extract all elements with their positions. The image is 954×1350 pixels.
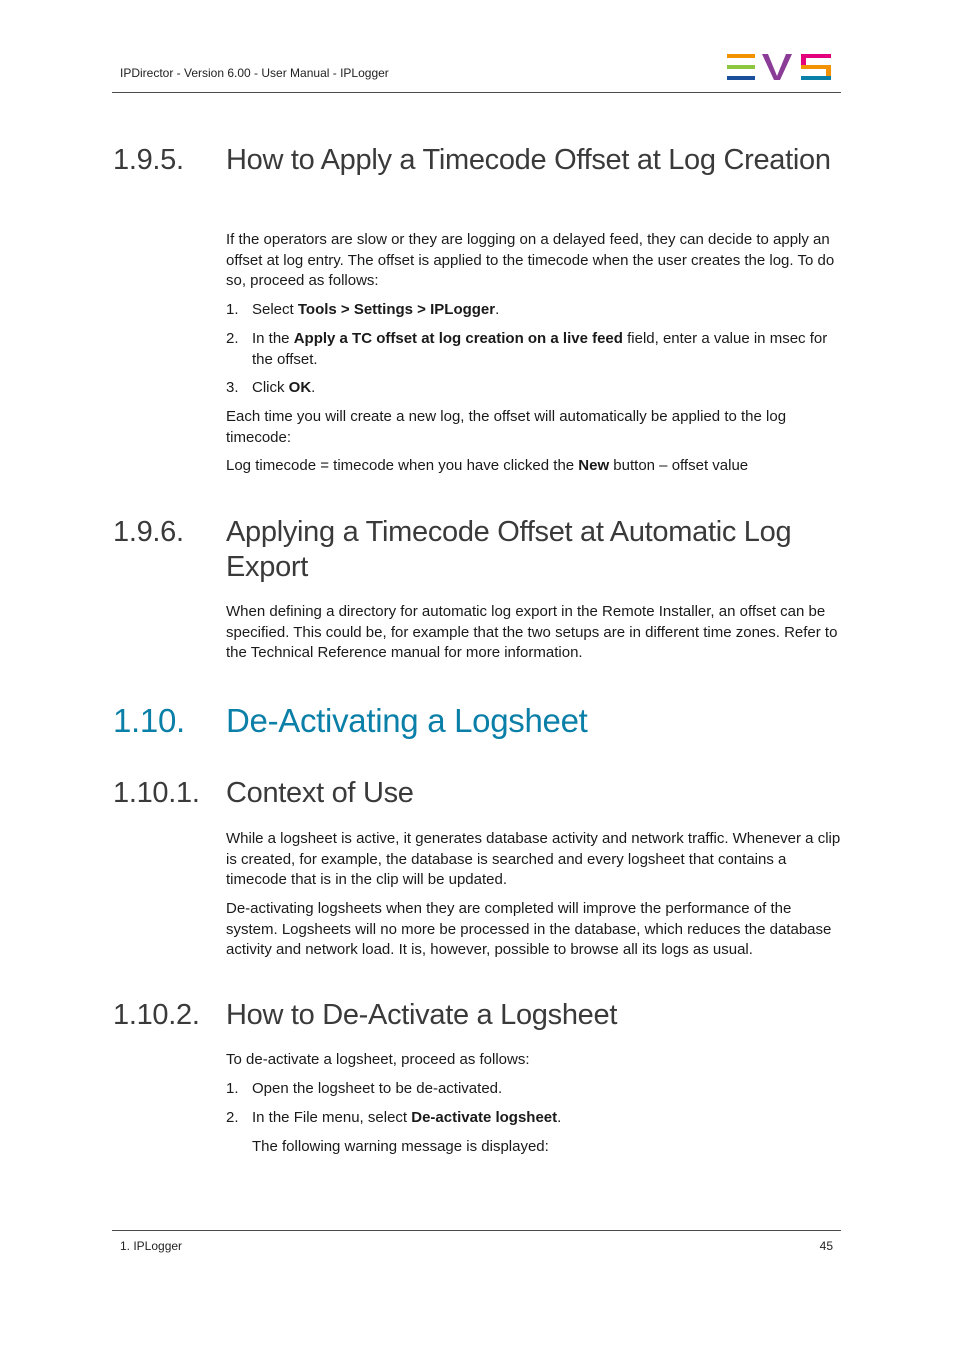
paragraph: Each time you will create a new log, the offset will automatically be applied to the log timecode: <box>226 408 787 446</box>
section-title: De-Activating a Logsheet <box>226 702 588 739</box>
paragraph: To de-activate a logsheet, proceed as follows: <box>226 1051 530 1068</box>
section-number: 1.9.5. <box>113 144 184 176</box>
paragraph: When defining a directory for automatic log export in the Remote Installer, an offset can be specified. This could be, for example that the two setups are in different time zones. Refer to the Technical Reference manual for more information. <box>226 603 838 661</box>
formula-paragraph: Log timecode = timecode when you have clicked the New button – offset value <box>226 457 749 474</box>
page-number: 45 <box>819 1239 833 1253</box>
paragraph: If the operators are slow or they are logging on a delayed feed, they can decide to apply an offset at log entry. The offset is applied to the timecode when the user creates the log. To do so, proceed as follows: <box>226 231 835 289</box>
list-number: 3. <box>226 379 239 396</box>
section-number: 1.10.1. <box>113 777 200 809</box>
list-number: 1. <box>226 1080 239 1097</box>
paragraph: While a logsheet is active, it generates database activity and network traffic. Whenever a clip is created, for example, the database is searched and every logsheet that contains a timecode that is in the clip will be updated. <box>226 830 841 888</box>
list-text: In the Apply a TC offset at log creation on a live feed field, enter a value in msec for the offset. <box>252 330 828 368</box>
section-title: How to De-Activate a Logsheet <box>226 999 618 1031</box>
list-text: Open the logsheet to be de-activated. <box>252 1080 503 1097</box>
list-text: In the File menu, select De-activate logsheet. <box>252 1109 562 1126</box>
page-footer <box>112 1230 841 1253</box>
list-text: Click OK. <box>252 379 316 396</box>
evs-logo <box>727 52 833 82</box>
list-number: 1. <box>226 301 239 318</box>
section-title: Applying a Timecode Offset at Automatic Log Export <box>226 516 792 583</box>
section-number: 1.9.6. <box>113 516 184 548</box>
list-number: 2. <box>226 330 239 347</box>
list-text: Select Tools > Settings > IPLogger. <box>252 301 500 318</box>
header-title: IPDirector - Version 6.00 - User Manual - IPLogger <box>120 66 389 80</box>
section-title: Context of Use <box>226 777 414 809</box>
step-note: The following warning message is displayed: <box>252 1138 549 1155</box>
section-number: 1.10. <box>113 702 185 739</box>
section-number: 1.10.2. <box>113 999 200 1031</box>
paragraph: De-activating logsheets when they are completed will improve the performance of the system. Logsheets will no more be processed in the database, which reduces the database activity and network load. It is, however, possible to browse all its logs as usual. <box>226 900 832 958</box>
page-header <box>112 52 841 93</box>
list-number: 2. <box>226 1109 239 1126</box>
section-title: How to Apply a Timecode Offset at Log Creation <box>226 144 831 176</box>
footer-chapter: 1. IPLogger <box>120 1239 183 1253</box>
evs-logo-graphic <box>727 52 833 82</box>
